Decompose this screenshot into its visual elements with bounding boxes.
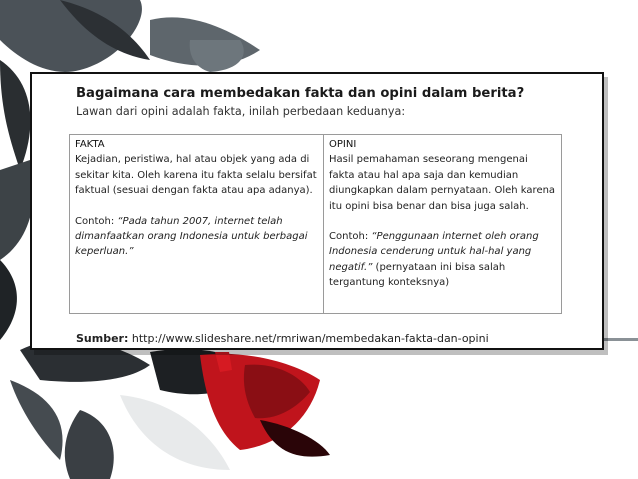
opini-example-text: “Penggunaan internet oleh orang Indonesia cenderung untuk hal-hal yang negatif.” — [329, 231, 539, 273]
slide-subtitle: Lawan dari opini adalah fakta, inilah perbedaan keduanya: — [76, 105, 406, 118]
opini-example-label: Contoh: — [329, 231, 372, 243]
fakta-example — [75, 214, 318, 260]
opini-definition: Hasil pemahaman seseorang mengenai fakta atau hal apa saja dan kemudian diungkapkan dalam pernyataan. Oleh karena itu opini bisa benar dan bisa juga salah. — [329, 154, 556, 212]
slide-title: Bagaimana cara membedakan fakta dan opini dalam berita? — [76, 86, 525, 101]
table-row — [70, 135, 562, 314]
opini-cell — [324, 135, 562, 314]
fakta-example-label: Contoh: — [75, 215, 118, 227]
fakta-heading: FAKTA — [75, 139, 105, 150]
source-link[interactable]: http://www.slideshare.net/rmriwan/membedakan-fakta-dan-opini — [128, 332, 489, 345]
opini-heading: OPINI — [329, 139, 357, 150]
source-line — [76, 332, 489, 345]
fakta-cell — [70, 135, 324, 314]
fakta-definition: Kejadian, peristiwa, hal atau objek yang ada di sekitar kita. Oleh karena itu fakta selalu bersifat faktual (sesuai dengan fakta atau apa adanya). — [75, 154, 317, 197]
decorative-rule — [600, 338, 638, 341]
fakta-example-text: “Pada tahun 2007, internet telah dimanfaatkan orang Indonesia untuk berbagai keperluan.” — [75, 215, 308, 258]
source-label: Sumber: — [76, 332, 129, 345]
comparison-table — [69, 134, 562, 314]
content-card — [30, 72, 604, 350]
opini-example — [329, 229, 556, 291]
rose-decoration — [10, 339, 330, 479]
opini-example-note: (pernyataan ini bisa salah tergantung konteksnya) — [329, 261, 506, 289]
